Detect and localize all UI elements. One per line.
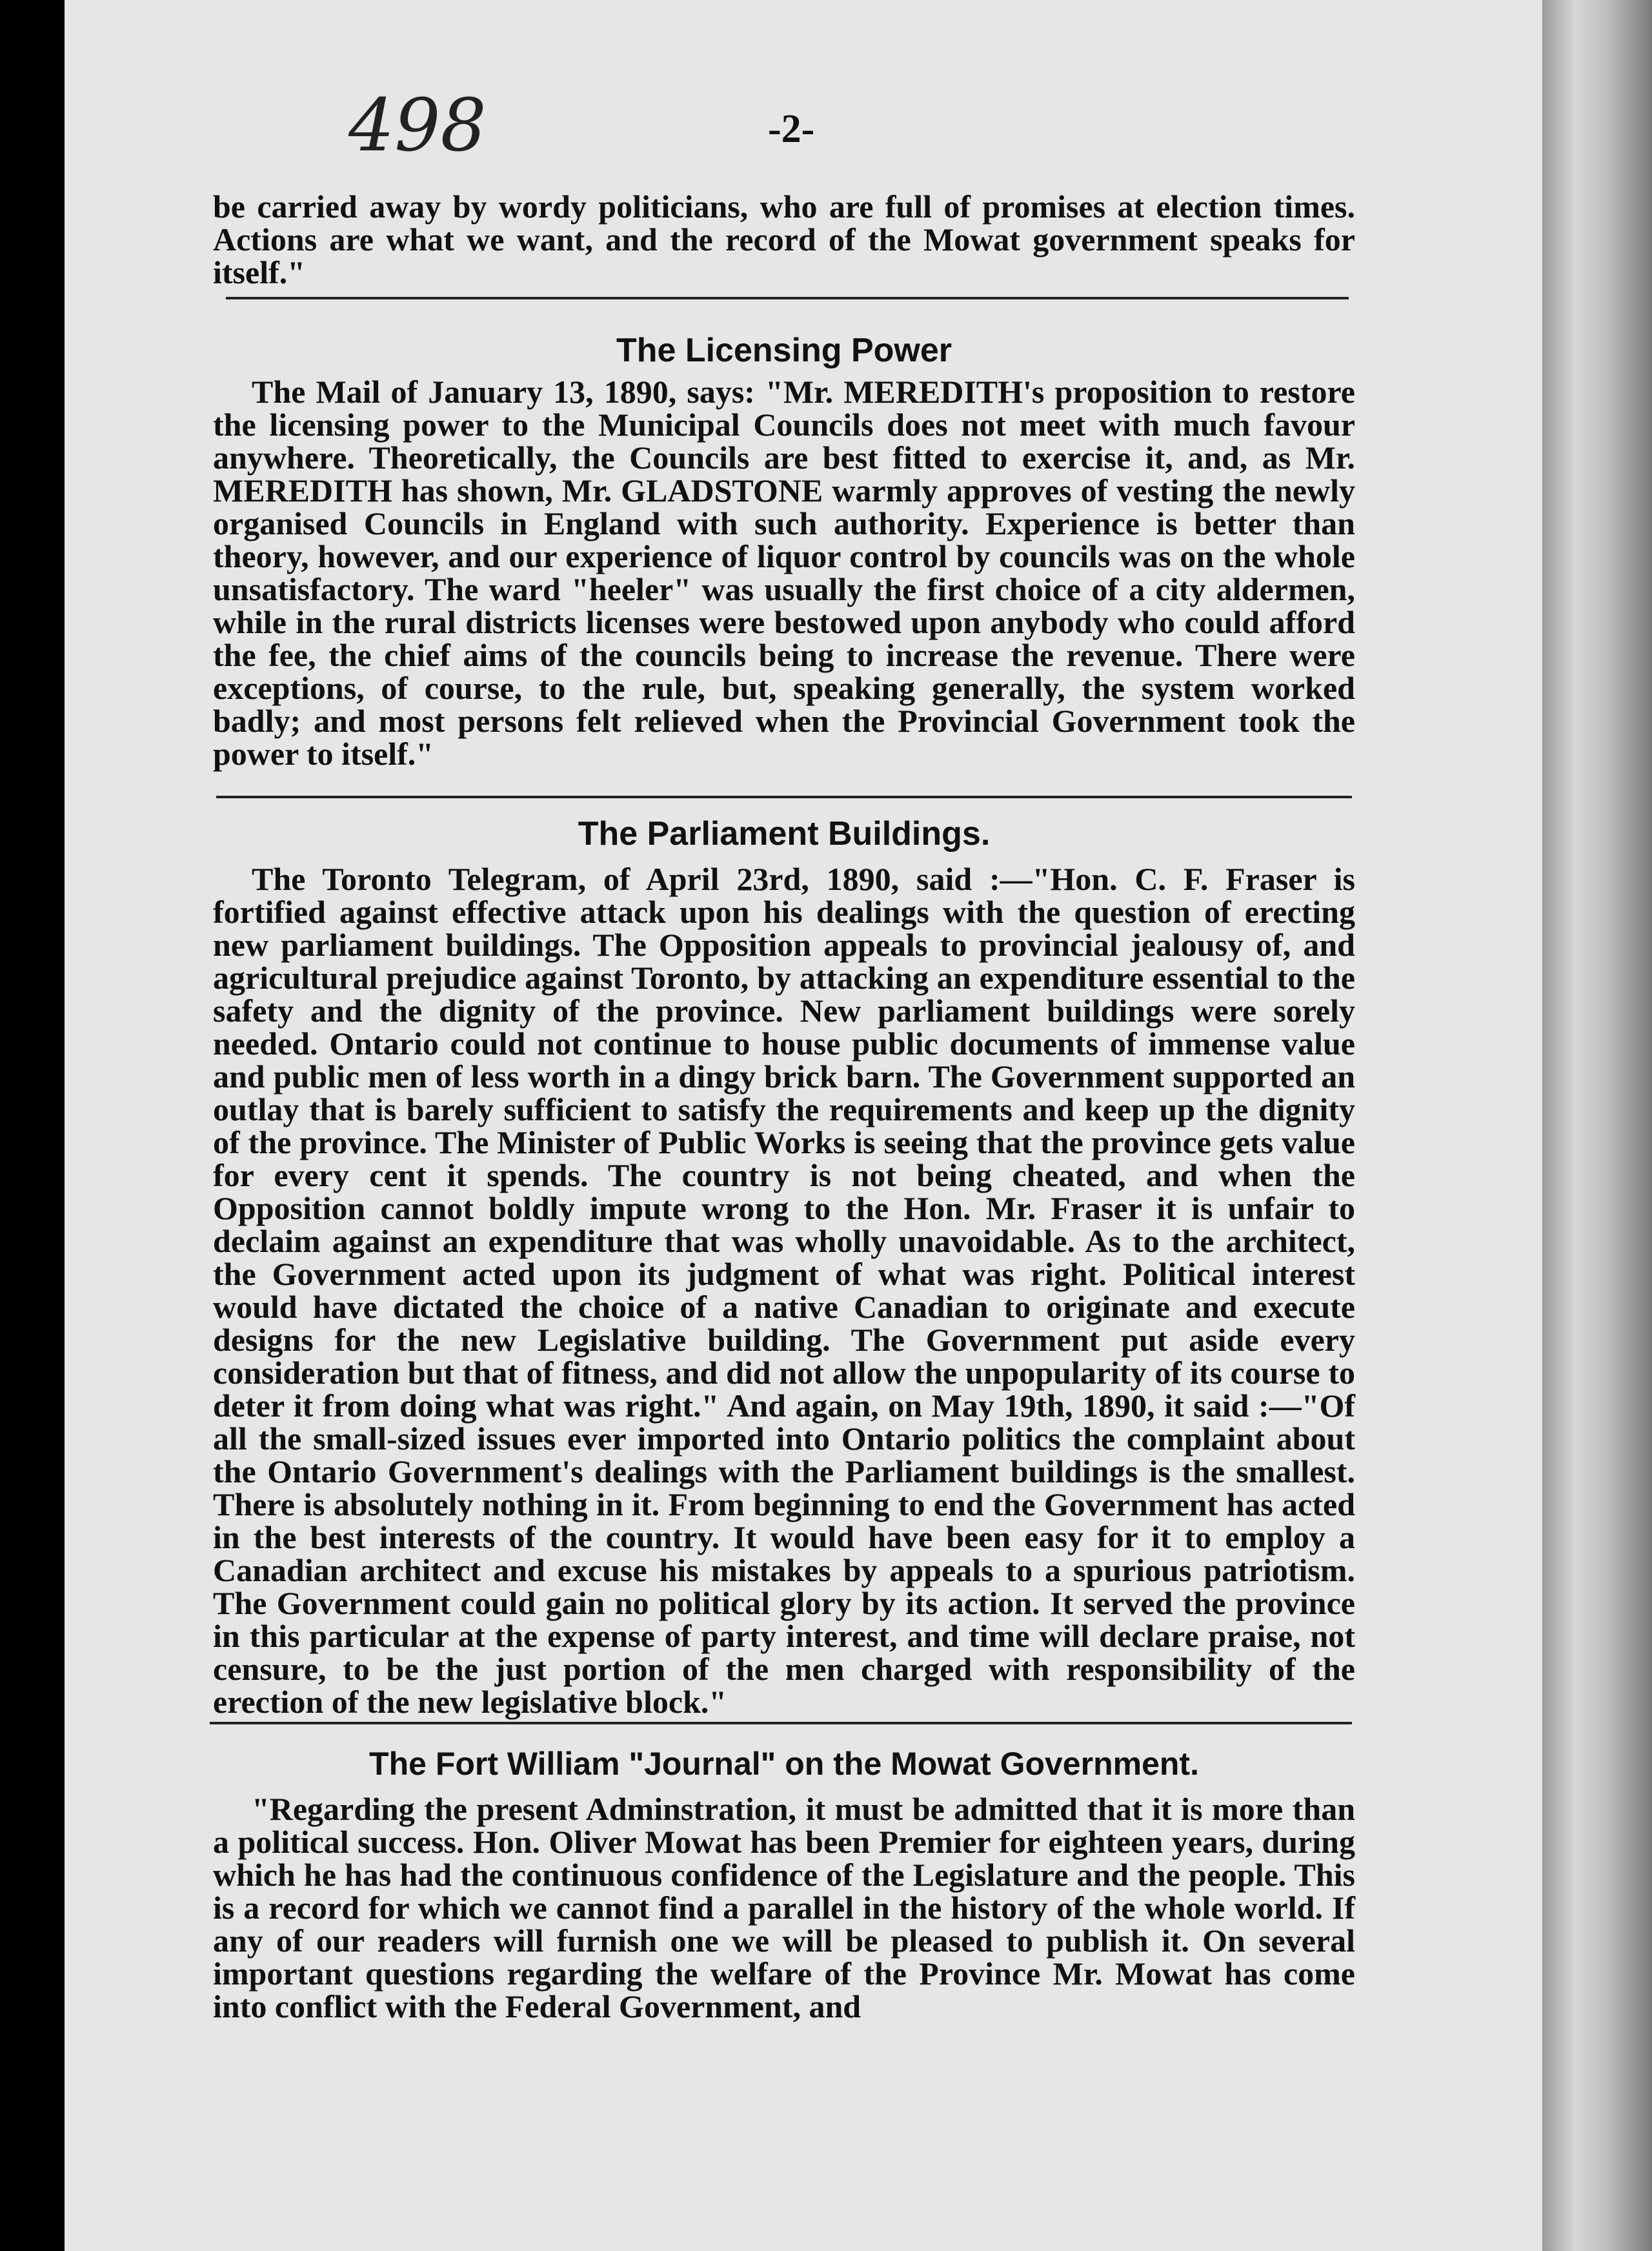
intro-paragraph: be carried away by wordy politicians, who are full of promises at election times. Actions are what we want, and the record of the Mowat government speaks for itself."	[213, 188, 1355, 290]
section-title-licensing: The Licensing Power	[616, 332, 952, 369]
section-title-fort-william: The Fort William "Journal" on the Mowat Government.	[369, 1746, 1199, 1782]
fort-william-body-block	[213, 1793, 1355, 2023]
parliament-body-block	[213, 863, 1355, 1719]
handwritten-page-number: 498	[348, 84, 487, 168]
page-edge	[1542, 0, 1652, 2251]
licensing-paragraph: The Mail of January 13, 1890, says: "Mr. MEREDITH's proposition to restore the licensing power to the Municipal Councils does not meet with much favour anywhere. Theoretically, the Councils are best fitted to exercise it, and, as Mr. MEREDITH has shown, Mr. GLADSTONE warmly approves of vesting the newly organised Councils in England with such authority. Experience is better than theory, however, and our experience of liquor control by councils was on the whole unsatisfactory. The ward "heeler" was usually the first choice of a city aldermen, while in the rural districts licenses were bestowed upon anybody who could afford the fee, the chief aims of the councils being to increase the revenue. There were exceptions, of course, to the rule, but, speaking generally, the system worked badly; and most persons felt relieved when the Provincial Government took the power to itself."	[213, 374, 1355, 772]
section-title-parliament: The Parliament Buildings.	[578, 815, 991, 853]
section-divider	[210, 1722, 1352, 1724]
licensing-body-block	[213, 376, 1355, 771]
printed-page-number: -2-	[768, 107, 815, 151]
parliament-paragraph: The Toronto Telegram, of April 23rd, 1890, said :—"Hon. C. F. Fraser is fortified against effective attack upon his dealings with the question of erecting new parliament buildings. The Opposition appeals to provincial jealousy of, and agricultural prejudice against Toronto, by attacking an expenditure essential to the safety and the dignity of the province. New parliament buildings were sorely needed. Ontario could not continue to house public documents of immense value and public men of less worth in a dingy brick barn. The Government supported an outlay that is barely sufficient to satisfy the requirements and keep up the dignity of the province. The Minister of Public Works is seeing that the province gets value for every cent it spends. The country is not being cheated, and when the Opposition cannot boldly impute wrong to the Hon. Mr. Fraser it is unfair to declaim against an expenditure that was wholly unavoidable. As to the architect, the Government acted upon its judgment of what was right. Political interest would have dictated the choice of a native Canadian to originate and execute designs for the new Legislative building. The Government put aside every consideration but that of fitness, and did not allow the unpopularity of its course to deter it from doing what was right." And again, on May 19th, 1890, it said :—"Of all the small-sized issues ever imported into Ontario politics the complaint about the Ontario Government's dealings with the Parliament buildings is the smallest. There is absolutely nothing in it. From beginning to end the Government has acted in the best interests of the country. It would have been easy for it to employ a Canadian architect and excuse his mistakes by appeals to a spurious patriotism. The Government could gain no political glory by its action. It served the province in this particular at the expense of party interest, and time will declare praise, not censure, to be the just portion of the men charged with responsibility of the erection of the new legislative block."	[213, 861, 1355, 1720]
fort-william-paragraph: "Regarding the present Adminstration, it must be admitted that it is more than a political success. Hon. Oliver Mowat has been Premier for eighteen years, during which he has had the continuous confidence of the Legislature and the people. This is a record for which we cannot find a parallel in the history of the whole world. If any of our readers will furnish one we will be pleased to publish it. On several important questions regarding the welfare of the Province Mr. Mowat has come into conflict with the Federal Government, and	[213, 1791, 1355, 2024]
section-divider	[226, 297, 1349, 299]
intro-paragraph-block	[213, 190, 1355, 289]
section-divider	[216, 796, 1352, 798]
